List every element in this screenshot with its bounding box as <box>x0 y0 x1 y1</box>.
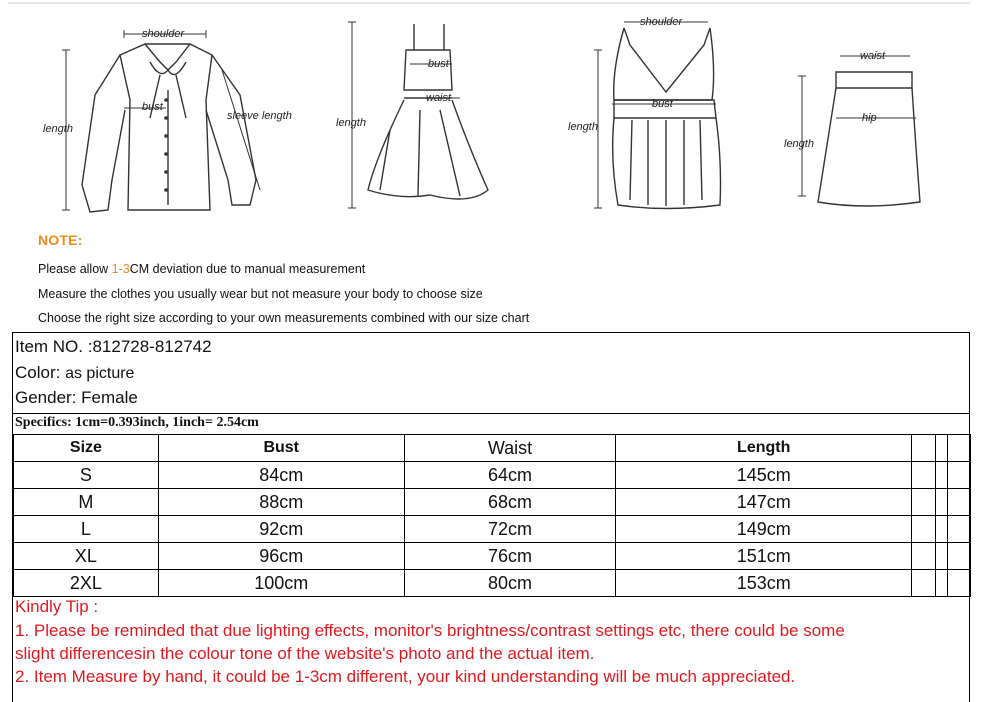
measurement-illustration <box>0 0 986 235</box>
specifics-text: Specifics: 1cm=0.393inch, 1inch= 2.54cm <box>15 415 259 430</box>
empty-cell <box>936 489 948 516</box>
shirt-shoulder-label: shoulder <box>142 28 185 40</box>
note-line-1-post: CM deviation due to manual measurement <box>129 262 366 276</box>
header-waist: Waist <box>404 435 616 462</box>
garment-diagrams <box>0 0 986 235</box>
length-cell: 151cm <box>616 543 912 570</box>
color-row <box>15 363 134 383</box>
note-line-3: Choose the right size according to your own measurements combined with our size chart <box>38 311 530 325</box>
empty-cell <box>936 435 948 462</box>
table-row <box>14 543 971 570</box>
tip-line-3: 2. Item Measure by hand, it could be 1-3cm different, your kind understanding will be much appreciated. <box>15 667 796 686</box>
bust-cell: 84cm <box>158 462 404 489</box>
specifics-row <box>13 413 969 434</box>
empty-cell <box>912 462 936 489</box>
tip-line-1: 1. Please be reminded that due lighting effects, monitor's brightness/contrast settings etc, there could be some <box>15 621 845 640</box>
shirt-buttons <box>164 98 168 192</box>
empty-cell <box>912 516 936 543</box>
waist-cell: 76cm <box>404 543 616 570</box>
tip-title: Kindly Tip : <box>15 597 99 616</box>
size-cell: XL <box>14 543 159 570</box>
tank-arrows <box>594 22 716 208</box>
tank-shoulder-label: shoulder <box>640 16 683 28</box>
tank-bust-label: bust <box>652 98 673 110</box>
product-spec-sheet <box>12 332 970 702</box>
shirt-illustration <box>82 44 256 212</box>
empty-cell <box>948 516 971 543</box>
bust-cell: 100cm <box>158 570 404 597</box>
color-value: as picture <box>65 365 135 382</box>
skirt-length-label: length <box>784 138 814 150</box>
empty-cell <box>948 543 971 570</box>
bust-cell: 96cm <box>158 543 404 570</box>
length-cell: 153cm <box>616 570 912 597</box>
header-size: Size <box>14 435 159 462</box>
empty-cell <box>936 462 948 489</box>
color-label: Color: <box>15 363 66 382</box>
empty-cell <box>948 435 971 462</box>
note-line-1-pre: Please allow <box>38 262 112 276</box>
gender-row: Gender: Female <box>15 388 138 407</box>
note-line-1 <box>38 262 365 276</box>
empty-cell <box>948 489 971 516</box>
bust-cell: 92cm <box>158 516 404 543</box>
item-number: Item NO. :812728-812742 <box>15 337 212 356</box>
table-row <box>14 516 971 543</box>
note-line-1-highlight: 1-3 <box>111 262 130 276</box>
waist-cell: 68cm <box>404 489 616 516</box>
empty-cell <box>936 516 948 543</box>
empty-cell <box>912 570 936 597</box>
note-title: NOTE: <box>38 232 83 248</box>
waist-cell: 64cm <box>404 462 616 489</box>
dress-waist-label: waist <box>426 92 452 104</box>
empty-cell <box>936 543 948 570</box>
skirt-arrows <box>798 56 916 196</box>
size-cell: S <box>14 462 159 489</box>
waist-cell: 72cm <box>404 516 616 543</box>
header-bust: Bust <box>158 435 404 462</box>
size-cell: 2XL <box>14 570 159 597</box>
size-table <box>13 434 971 597</box>
shirt-sleeve-label: sleeve length <box>227 110 292 122</box>
skirt-waist-label: waist <box>860 50 886 62</box>
skirt-illustration <box>818 72 920 206</box>
empty-cell <box>912 543 936 570</box>
length-cell: 149cm <box>616 516 912 543</box>
header-length: Length <box>616 435 912 462</box>
size-cell: L <box>14 516 159 543</box>
size-cell: M <box>14 489 159 516</box>
skirt-hip-label: hip <box>862 112 877 124</box>
empty-cell <box>912 435 936 462</box>
length-cell: 145cm <box>616 462 912 489</box>
note-line-2: Measure the clothes you usually wear but not measure your body to choose size <box>38 287 483 301</box>
size-table-header <box>14 435 971 462</box>
table-row <box>14 570 971 597</box>
tank-illustration <box>613 28 721 209</box>
tip-line-2: slight differencesin the colour tone of the website's photo and the actual item. <box>15 644 595 663</box>
table-row <box>14 462 971 489</box>
table-row <box>14 489 971 516</box>
empty-cell <box>948 570 971 597</box>
bust-cell: 88cm <box>158 489 404 516</box>
dress-bust-label: bust <box>428 58 449 70</box>
waist-cell: 80cm <box>404 570 616 597</box>
shirt-bust-label: bust <box>142 101 163 113</box>
empty-cell <box>948 462 971 489</box>
shirt-length-label: length <box>43 123 73 135</box>
empty-cell <box>912 489 936 516</box>
empty-cell <box>936 570 948 597</box>
dress-length-label: length <box>336 117 366 129</box>
length-cell: 147cm <box>616 489 912 516</box>
dress-illustration <box>368 24 488 199</box>
tank-length-label: length <box>568 121 598 133</box>
